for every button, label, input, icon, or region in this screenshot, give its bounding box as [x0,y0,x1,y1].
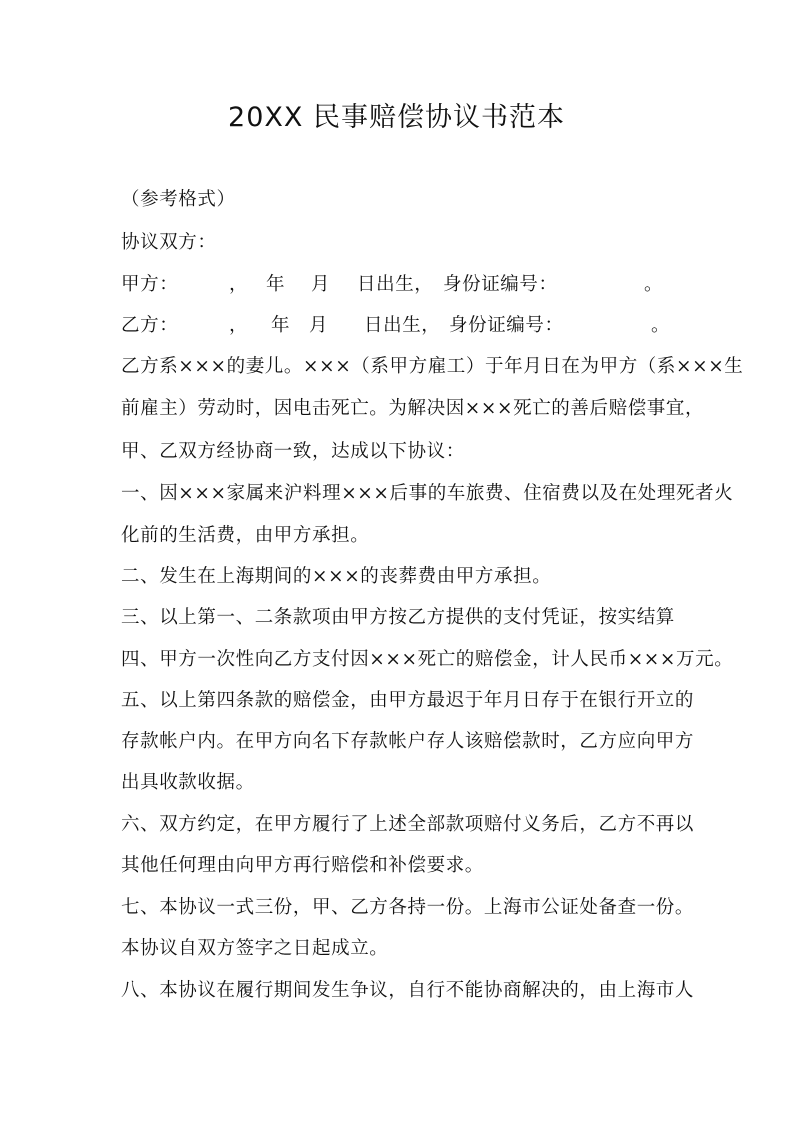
clause-1: 一、因×××家属来沪料理×××后事的车旅费、住宿费以及在处理死者火 [121,483,734,504]
party-a-year: 年 [266,274,286,295]
clause-5: 五、以上第四条款的赔偿金，由甲方最迟于年月日存于在银行开立的 [121,690,695,711]
party-b-id-label: 身份证编号： [449,315,564,336]
clause-5-continued: 存款帐户内。在甲方向名下存款帐户存人该赔偿款时，乙方应向甲方 [121,731,695,752]
format-note: （参考格式） [121,189,236,210]
party-b-month: 月 [309,315,329,336]
parties-heading: 协议双方： [121,232,217,253]
clause-1-continued: 化前的生活费，由甲方承担。 [121,525,370,546]
clause-3: 三、以上第一、二条款项由甲方按乙方提供的支付凭证，按实结算 [121,607,675,628]
party-b-year: 年 [271,315,291,336]
party-a-comma: ， [229,274,249,295]
party-a-end: 。 [644,274,664,295]
clause-6: 六、双方约定，在甲方履行了上述全部款项赔付义务后，乙方不再以 [121,814,695,835]
clause-8: 八、本协议在履行期间发生争议，自行不能协商解决的，由上海市人 [121,980,695,1001]
clause-7-continued: 本协议自双方签字之日起成立。 [121,938,389,959]
clause-6-continued: 其他任何理由向甲方再行赔偿和补偿要求。 [121,855,484,876]
body-line: 甲、乙双方经协商一致，达成以下协议： [121,441,465,462]
clause-5-continued: 出具收款收据。 [121,772,255,793]
party-a-birth: 日出生， [357,274,434,295]
body-line: 前雇主）劳动时，因电击死亡。为解决因×××死亡的善后赔偿事宜， [121,398,705,419]
party-b-label: 乙方： [121,315,179,336]
clause-7: 七、本协议一式三份，甲、乙方各持一份。上海市公证处备查一份。 [121,897,695,918]
party-b-end: 。 [651,315,671,336]
body-line: 乙方系×××的妻儿。×××（系甲方雇工）于年月日在为甲方（系×××生 [121,356,744,377]
party-a-label: 甲方： [121,274,179,295]
party-a-id-label: 身份证编号： [443,274,558,295]
party-b-comma: ， [229,315,249,336]
party-a-month: 月 [311,274,331,295]
document-title: 20XX 民事赔偿协议书范本 [228,102,565,133]
clause-4: 四、甲方一次性向乙方支付因×××死亡的赔偿金，计人民币×××万元。 [121,649,734,670]
party-b-birth: 日出生， [364,315,441,336]
clause-2: 二、发生在上海期间的×××的丧葬费由甲方承担。 [121,566,552,587]
